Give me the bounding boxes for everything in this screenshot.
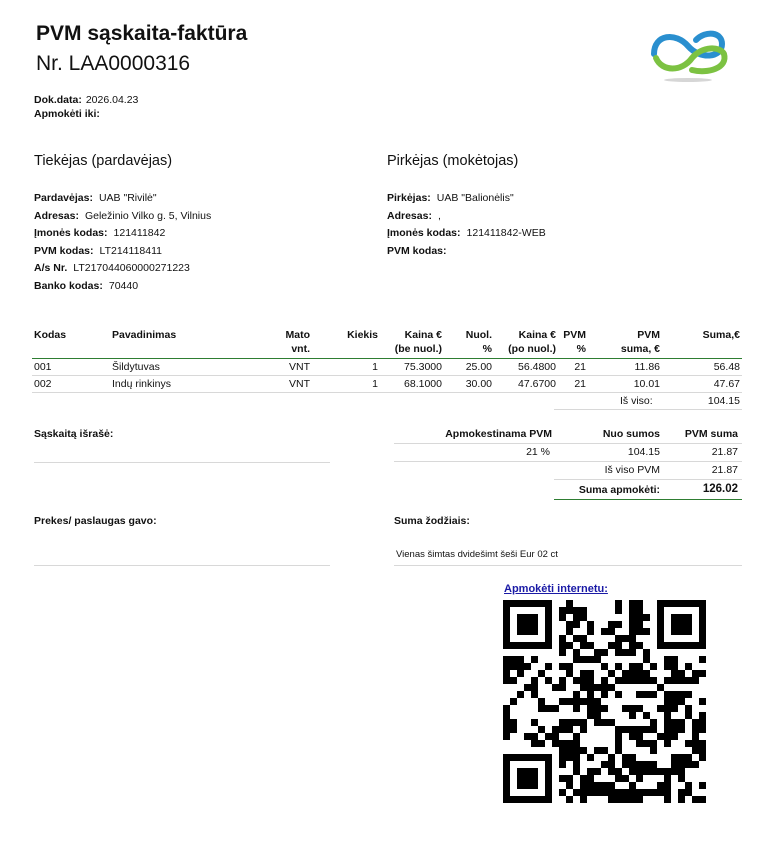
buyer-name-label: Pirkėjas:: [387, 192, 431, 204]
cell-unit: VNT: [240, 359, 312, 376]
seller-account: LT217044060000271223: [73, 262, 190, 275]
seller-bank-code-label: Banko kodas:: [34, 279, 103, 292]
total-divider: [554, 409, 742, 410]
vat-col-taxable: Apmokestinama PVM: [445, 428, 552, 440]
doc-date-label: Dok.data:: [34, 94, 82, 106]
col-header-code: Kodas: [32, 328, 110, 359]
words-label: Suma žodžiais:: [394, 515, 470, 527]
table-total-label: Iš viso:: [620, 395, 653, 407]
cell-code: 002: [32, 376, 110, 393]
items-table: [32, 328, 742, 393]
to-pay-value: 126.02: [702, 483, 738, 495]
cell-vat-pct: 21: [558, 376, 588, 393]
cell-price: 68.1000: [380, 376, 444, 393]
total-vat-value: 21.87: [711, 464, 738, 476]
seller-name: UAB "Rivilė": [98, 192, 157, 204]
seller-address-label: Adresas:: [34, 209, 79, 222]
cell-name: Šildytuvas: [110, 359, 240, 376]
col-header-discount: Nuol. %: [444, 328, 494, 359]
cell-sum: 47.67: [662, 376, 742, 393]
cell-qty: 1: [312, 359, 380, 376]
seller-address: Geležinio Vilko g. 5, Vilnius: [84, 209, 212, 222]
seller-company-code: 121411842: [113, 227, 166, 240]
col-header-unit: Mato vnt.: [240, 328, 312, 359]
col-header-price: Kaina € (be nuol.): [380, 328, 444, 359]
seller-heading: Tiekėjas (pardavėjas): [34, 153, 173, 169]
buyer-company-code: 121411842-WEB: [466, 227, 546, 240]
col-header-price-after: Kaina € (po nuol.): [494, 328, 558, 359]
seller-company-code-label: Įmonės kodas:: [34, 227, 108, 240]
vat-row-divider: [394, 461, 742, 462]
cell-qty: 1: [312, 376, 380, 393]
seller-bank-code: 70440: [108, 279, 139, 292]
seller-block: [34, 190, 211, 296]
col-header-vat-sum: PVM suma, €: [588, 328, 662, 359]
vat-col-vat: PVM suma: [684, 428, 738, 440]
pay-until-row: [34, 107, 138, 121]
seller-account-label: A/s Nr.: [34, 262, 68, 275]
cell-unit: VNT: [240, 376, 312, 393]
cell-price-after: 56.4800: [494, 359, 558, 376]
cell-discount: 25.00: [444, 359, 494, 376]
payment-qr-code: [503, 600, 706, 803]
cell-price: 75.3000: [380, 359, 444, 376]
issuer-label: Sąskaitą išrašė:: [34, 428, 114, 440]
buyer-block: [387, 190, 546, 260]
col-header-name: Pavadinimas: [110, 328, 240, 359]
cell-discount: 30.00: [444, 376, 494, 393]
words-underline: [394, 565, 742, 566]
cell-code: 001: [32, 359, 110, 376]
table-row: [32, 359, 742, 376]
table-header-row: [32, 328, 742, 359]
buyer-name: UAB "Balionėlis": [436, 192, 514, 204]
buyer-heading: Pirkėjas (mokėtojas): [387, 153, 519, 169]
seller-vat-code: LT214118411: [99, 244, 162, 257]
company-logo: [648, 24, 730, 84]
to-pay-underline: [554, 499, 742, 500]
table-total-value: 104.15: [707, 395, 740, 407]
to-pay-label: Suma apmokėti:: [578, 484, 660, 496]
col-header-qty: Kiekis: [312, 328, 380, 359]
total-vat-label: Iš viso PVM: [604, 464, 660, 476]
pay-until-label: Apmokėti iki:: [34, 108, 100, 120]
words-text: Vienas šimtas dvidešimt šeši Eur 02 ct: [396, 549, 558, 560]
vat-sum: 21.87: [711, 446, 738, 458]
vat-rate: 21 %: [526, 446, 550, 458]
receiver-signature-line: [34, 565, 330, 566]
cell-vat-sum: 11.86: [588, 359, 662, 376]
receiver-label: Prekes/ paslaugas gavo:: [34, 515, 157, 527]
doc-date-value: 2026.04.23: [85, 94, 139, 106]
buyer-address: ,: [437, 209, 441, 222]
table-row: [32, 376, 742, 393]
vat-from-sum: 104.15: [627, 446, 660, 458]
buyer-address-label: Adresas:: [387, 209, 432, 222]
cell-vat-sum: 10.01: [588, 376, 662, 393]
vat-header-divider: [394, 443, 742, 444]
seller-name-label: Pardavėjas:: [34, 192, 93, 204]
buyer-company-code-label: Įmonės kodas:: [387, 227, 461, 240]
total-vat-divider: [554, 479, 742, 480]
pay-online-link[interactable]: Apmokėti internetu:: [504, 583, 608, 595]
invoice-title: PVM sąskaita-faktūra: [36, 22, 248, 45]
cell-sum: 56.48: [662, 359, 742, 376]
issuer-signature-line: [34, 462, 330, 463]
cell-name: Indų rinkinys: [110, 376, 240, 393]
cell-vat-pct: 21: [558, 359, 588, 376]
seller-vat-code-label: PVM kodas:: [34, 244, 94, 257]
vat-col-from: Nuo sumos: [602, 428, 660, 440]
invoice-number: Nr. LAA0000316: [36, 52, 191, 75]
col-header-vat-pct: PVM %: [558, 328, 588, 359]
buyer-vat-code-label: PVM kodas:: [387, 244, 447, 257]
doc-date-row: [34, 93, 138, 107]
col-header-sum: Suma,€: [662, 328, 742, 359]
cell-price-after: 47.6700: [494, 376, 558, 393]
